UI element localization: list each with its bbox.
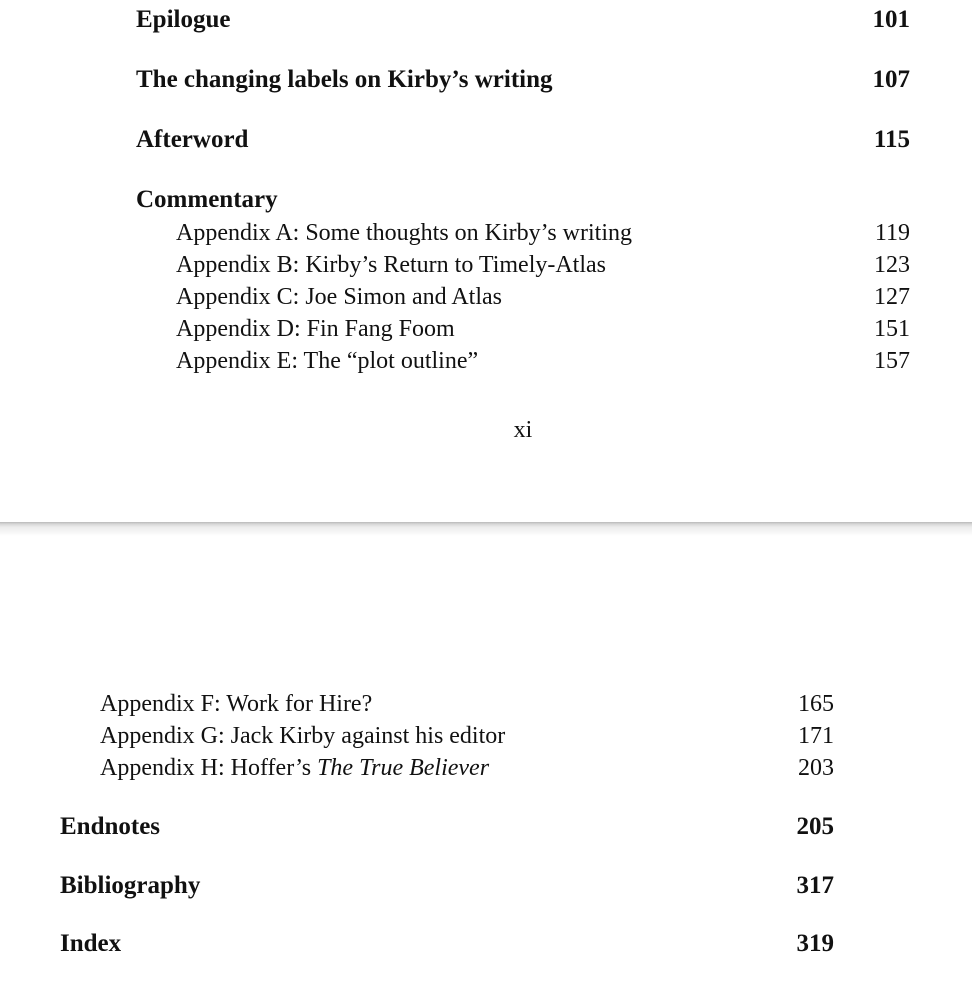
toc-subentry-appendix-d — [176, 316, 910, 343]
toc-subentry-page: 119 — [874, 220, 910, 246]
toc-subentry-appendix-a — [176, 220, 910, 247]
toc-entry-title: Bibliography — [60, 872, 201, 899]
toc-subentry-title-prefix: Appendix H: Hoffer’s — [100, 755, 318, 781]
toc-subentry-page: 157 — [874, 348, 910, 374]
toc-subentry-page: 165 — [798, 691, 834, 717]
toc-subentry-title: Appendix B: Kirby’s Return to Timely-Atlas — [176, 252, 607, 278]
toc-subentry-title: Appendix C: Joe Simon and Atlas — [176, 284, 502, 310]
toc-subentry-appendix-c — [176, 284, 910, 311]
toc-entry-page: 107 — [872, 66, 910, 93]
toc-subentry-appendix-g — [100, 723, 834, 750]
toc-entry-afterword — [136, 126, 910, 154]
toc-entry-page: 101 — [872, 6, 910, 33]
toc-subentry-page: 123 — [874, 252, 910, 278]
toc-subentry-appendix-h — [100, 755, 834, 782]
toc-subentry-title: Appendix F: Work for Hire? — [100, 691, 373, 717]
toc-subentry-page: 171 — [798, 723, 834, 749]
toc-subentry-appendix-b — [176, 252, 910, 279]
toc-entry-page: 205 — [796, 813, 834, 840]
toc-subentry-appendix-f — [100, 691, 834, 718]
toc-entry-page: 319 — [796, 930, 834, 957]
toc-entry-page: 317 — [796, 872, 834, 899]
toc-subentry-title: Appendix A: Some thoughts on Kirby’s writing — [176, 220, 632, 246]
toc-entry-title: Epilogue — [136, 6, 231, 33]
toc-entry-title: Afterword — [136, 126, 249, 153]
toc-entry-title: Endnotes — [60, 813, 161, 840]
toc-subentry-page: 127 — [874, 284, 910, 310]
page-separator — [0, 522, 972, 536]
toc-entry-epilogue — [136, 6, 910, 34]
toc-entry-endnotes — [60, 813, 834, 841]
toc-subentry-title: Appendix G: Jack Kirby against his editor — [100, 723, 506, 749]
toc-entry-index — [60, 930, 834, 958]
toc-subentry-title: Appendix D: Fin Fang Foom — [176, 316, 455, 342]
toc-entry-bibliography — [60, 872, 834, 900]
toc-section-title: Commentary — [136, 186, 278, 213]
toc-subentry-page: 151 — [874, 316, 910, 342]
toc-section-commentary — [136, 186, 910, 214]
toc-subentry-page: 203 — [798, 755, 834, 781]
toc-subentry-title: Appendix E: The “plot outline” — [176, 348, 479, 374]
toc-entry-changing-labels — [136, 66, 910, 94]
toc-subentry-title — [100, 755, 489, 782]
toc-entry-title: Index — [60, 930, 122, 957]
toc-page-bottom — [0, 536, 972, 981]
page-number-folio: xi — [513, 417, 533, 443]
toc-subentry-appendix-e — [176, 348, 910, 375]
toc-entry-page: 115 — [873, 126, 910, 153]
toc-entry-title: The changing labels on Kirby’s writing — [136, 66, 553, 93]
toc-subentry-title-italic: The True Believer — [317, 755, 490, 781]
